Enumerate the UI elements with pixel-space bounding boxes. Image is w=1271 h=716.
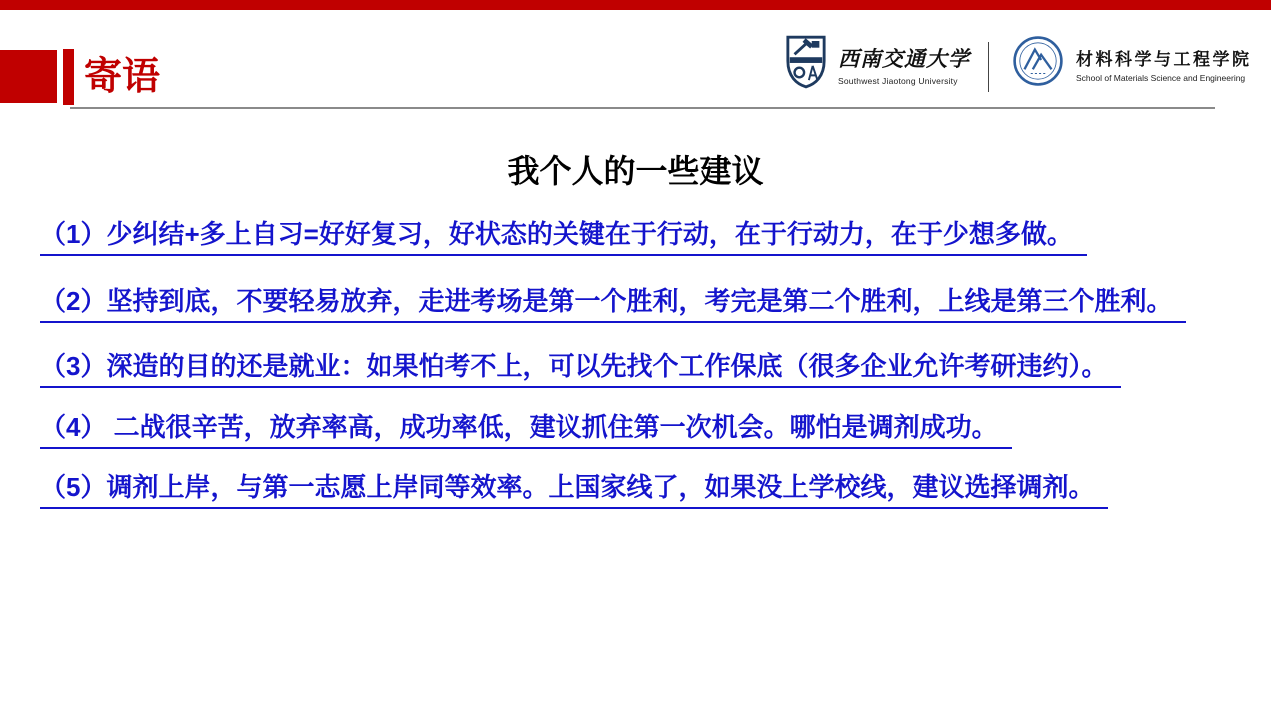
header-accent-square: [0, 50, 57, 103]
logo-divider-line: [988, 42, 989, 92]
top-accent-bar: [0, 0, 1271, 10]
school-logo: [1012, 34, 1252, 93]
swjtu-shield-emblem-icon: [785, 33, 827, 96]
section-title: 寄语: [84, 56, 161, 98]
advice-point-3-text: （3）深造的目的还是就业：如果怕考不上，可以先找个工作保底（很多企业允许考研违约）。: [40, 351, 1121, 388]
content-title: 我个人的一些建议: [507, 153, 764, 189]
school-round-emblem-icon: [1012, 34, 1064, 93]
advice-point-2-text: （2）坚持到底，不要轻易放弃，走进考场是第一个胜利，考完是第二个胜利，上线是第三个胜利。: [40, 286, 1186, 323]
advice-point-1: [40, 214, 1087, 251]
swjtu-name-zh: 西南交通大学: [838, 46, 970, 71]
swjtu-logo-text: [838, 43, 970, 86]
advice-point-4: [40, 407, 1012, 444]
header-accent-vertical-bar: [63, 49, 74, 105]
swjtu-name-en: Southwest Jiaotong University: [838, 76, 958, 86]
school-name-zh: 材料科学与工程学院: [1076, 49, 1252, 69]
school-logo-text: [1076, 45, 1252, 83]
advice-point-2: [40, 281, 1186, 318]
advice-point-5: [40, 467, 1108, 504]
advice-point-4-text: （4） 二战很辛苦，放弃率高，成功率低，建议抓住第一次机会。哪怕是调剂成功。: [40, 412, 1012, 449]
swjtu-logo: [785, 33, 970, 96]
header-divider-line: [70, 107, 1215, 109]
school-name-en: School of Materials Science and Engineering: [1076, 72, 1246, 83]
advice-point-5-text: （5）调剂上岸，与第一志愿上岸同等效率。上国家线了，如果没上学校线，建议选择调剂。: [40, 472, 1108, 509]
advice-point-1-text: （1）少纠结+多上自习=好好复习，好状态的关键在于行动，在于行动力，在于少想多做。: [40, 219, 1087, 256]
advice-point-3: [40, 346, 1121, 383]
